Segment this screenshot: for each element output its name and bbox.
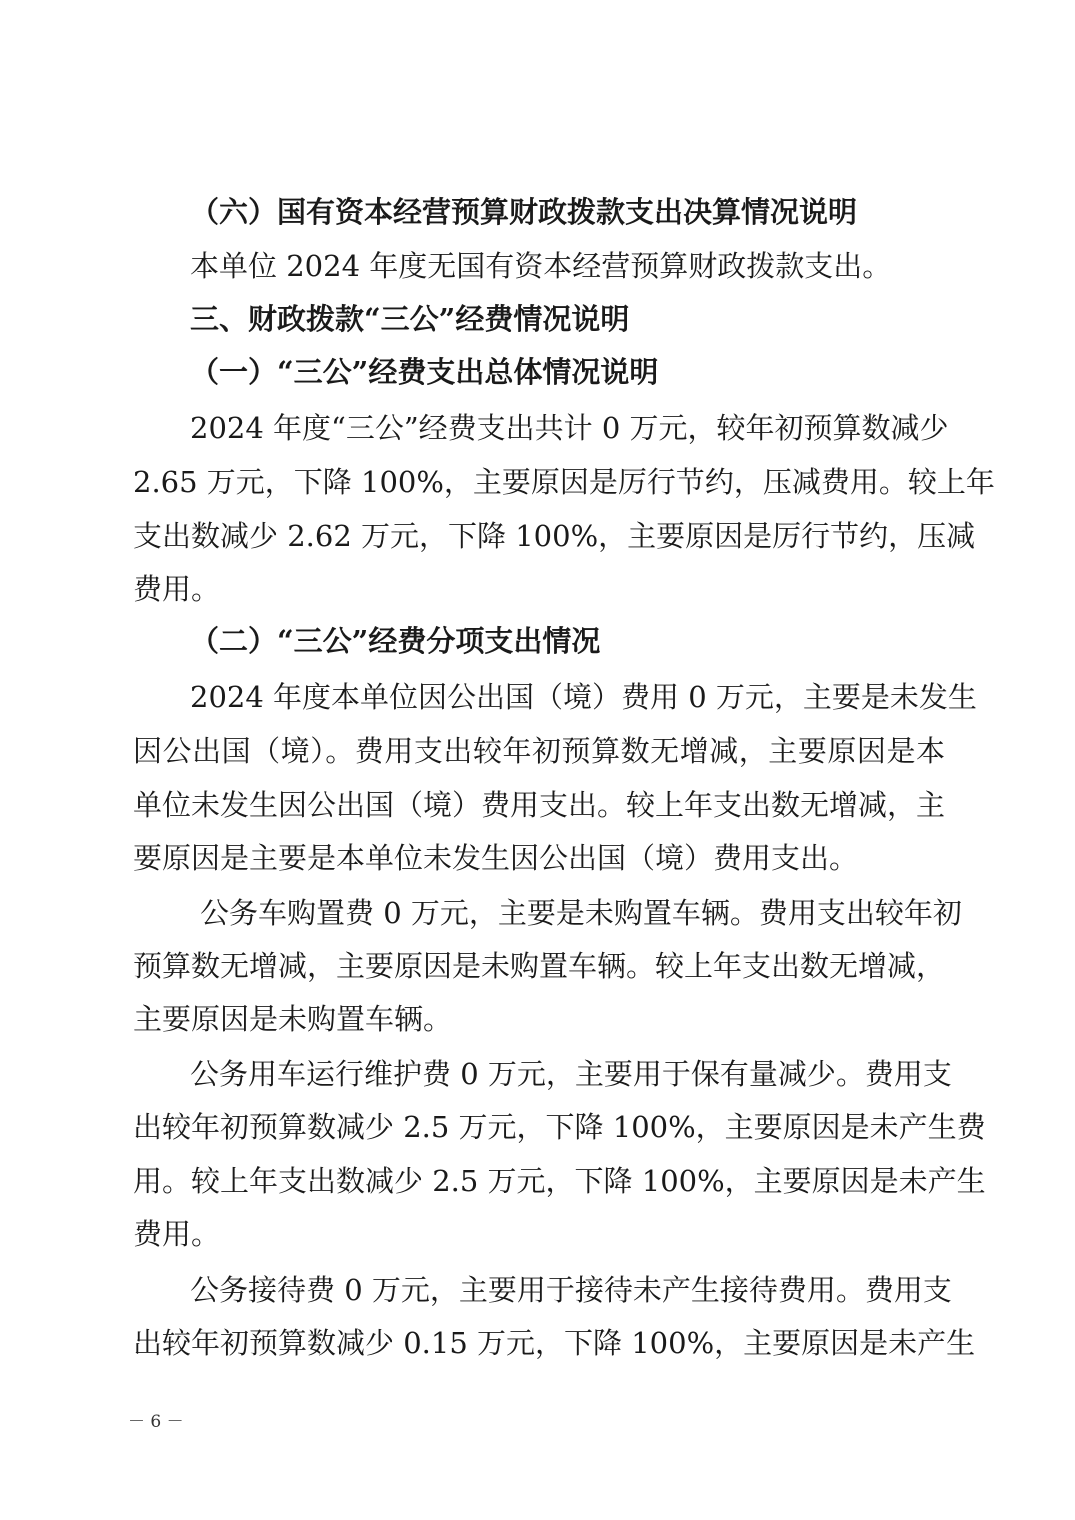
subsection-heading-1: （一）“三公”经费支出总体情况说明 xyxy=(190,355,659,389)
page-number: － 6 － xyxy=(128,1412,184,1432)
paragraph-line: 本单位 2024 年度无国有资本经营预算财政拨款支出。 xyxy=(190,249,892,283)
paragraph-line: 费用。 xyxy=(133,1217,221,1251)
paragraph-line: 因公出国（境）。费用支出较年初预算数无增减，主要原因是本 xyxy=(133,734,945,768)
subsection-heading-2: （二）“三公”经费分项支出情况 xyxy=(190,624,601,658)
paragraph-line: 公务车购置费 0 万元，主要是未购置车辆。费用支出较年初 xyxy=(200,896,962,930)
paragraph-line: 公务接待费 0 万元，主要用于接待未产生接待费用。费用支 xyxy=(190,1273,952,1307)
section-heading-6: （六）国有资本经营预算财政拨款支出决算情况说明 xyxy=(190,195,858,229)
section-heading-3: 三、财政拨款“三公”经费情况说明 xyxy=(190,302,630,336)
paragraph-line: 费用。 xyxy=(133,572,221,606)
paragraph-line: 公务用车运行维护费 0 万元，主要用于保有量减少。费用支 xyxy=(190,1057,952,1091)
paragraph-line: 要原因是主要是本单位未发生因公出国（境）费用支出。 xyxy=(133,841,859,875)
paragraph-line: 2024 年度“三公”经费支出共计 0 万元，较年初预算数减少 xyxy=(190,411,949,445)
paragraph-line: 出较年初预算数减少 0.15 万元，下降 100%，主要原因是未产生 xyxy=(133,1326,976,1360)
paragraph-line: 单位未发生因公出国（境）费用支出。较上年支出数无增减，主 xyxy=(133,788,946,822)
paragraph-line: 预算数无增减，主要原因是未购置车辆。较上年支出数无增减， xyxy=(133,949,946,983)
paragraph-line: 出较年初预算数减少 2.5 万元，下降 100%，主要原因是未产生费 xyxy=(133,1110,986,1144)
paragraph-line: 支出数减少 2.62 万元，下降 100%，主要原因是厉行节约，压减 xyxy=(133,519,976,553)
paragraph-line: 主要原因是未购置车辆。 xyxy=(133,1002,453,1036)
paragraph-line: 2024 年度本单位因公出国（境）费用 0 万元，主要是未发生 xyxy=(190,680,977,714)
paragraph-line: 用。较上年支出数减少 2.5 万元，下降 100%，主要原因是未产生 xyxy=(133,1164,986,1198)
paragraph-line: 2.65 万元，下降 100%，主要原因是厉行节约，压减费用。较上年 xyxy=(133,465,995,499)
